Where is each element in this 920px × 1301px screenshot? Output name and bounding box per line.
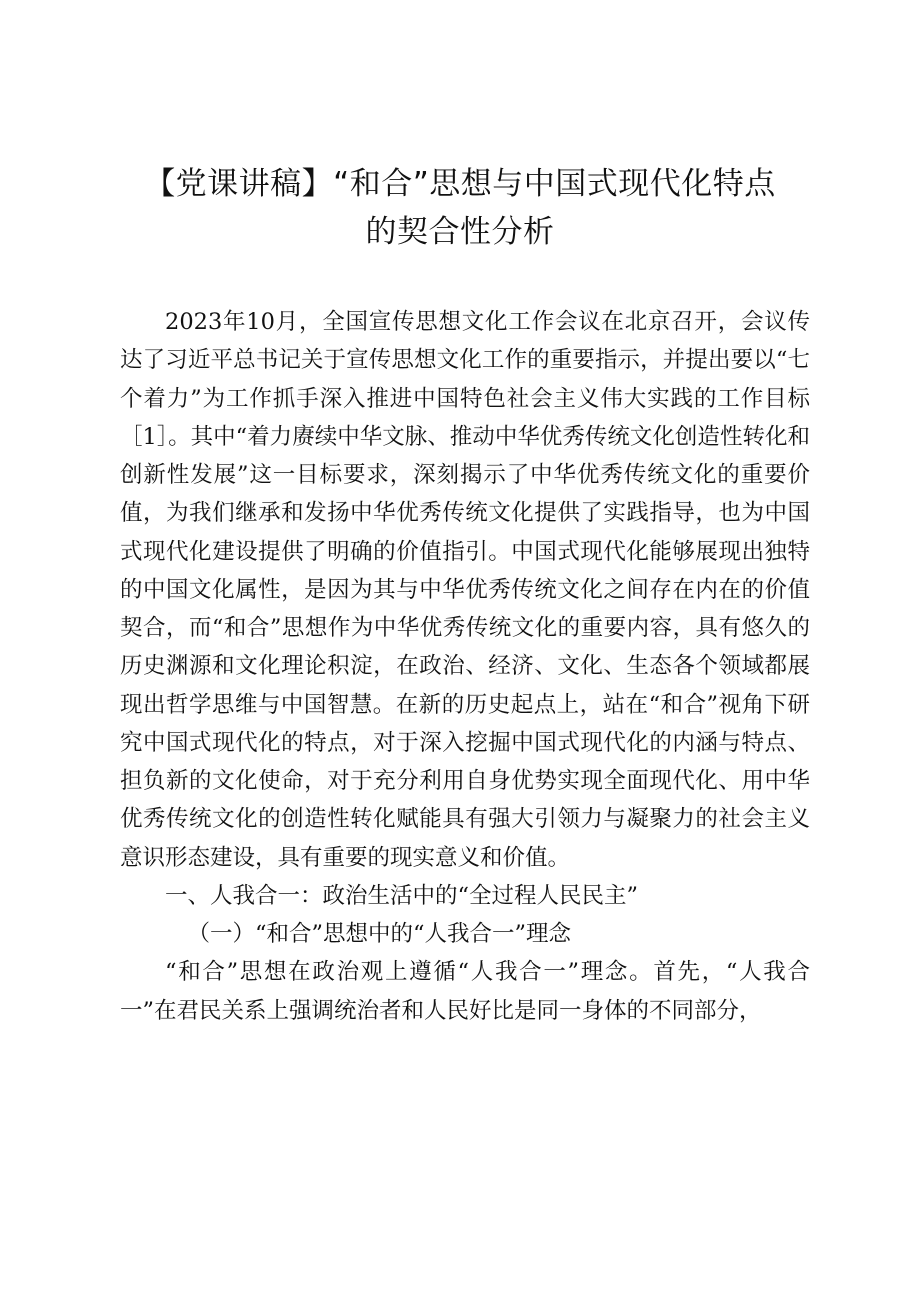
title-line-1: 【党课讲稿】“和合”思想与中国式现代化特点 bbox=[144, 166, 776, 202]
section-heading-1: 一、人我合一：政治生活中的“全过程人民民主” bbox=[165, 882, 639, 909]
document-title bbox=[100, 160, 820, 256]
intro-paragraph: 2023年10月，全国宣传思想文化工作会议在北京召开，会议传达了习近平总书记关于宣传思想文化工作的重要指示，并提出要以“七个着力”为工作抓手深入推进中国特色社会主义伟大实践的工作目标［1］。其中“着力赓续中华文脉、推动中华优秀传统文化创造性转化和创新性发展”这一目标要求，深刻揭示了中华优秀传统文化的重要价值，为我们继承和发扬中华优秀传统文化提供了实践指导，也为中国式现代化建设提供了明确的价值指引。中国式现代化能够展现出独特的中国文化属性，是因为其与中华优秀传统文化之间存在内在的价值契合，而“和合”思想作为中华优秀传统文化的重要内容，具有悠久的历史渊源和文化理论积淀，在政治、经济、文化、生态各个领域都展现出哲学思维与中国智慧。在新的历史起点上，站在“和合”视角下研究中国式现代化的特点，对于深入挖掘中国式现代化的内涵与特点、担负新的文化使命，对于充分利用自身优势实现全面现代化、用中华优秀传统文化的创造性转化赋能具有强大引领力与凝聚力的社会主义意识形态建设，具有重要的现实意义和价值。 bbox=[120, 309, 810, 871]
body-paragraph-2: “和合”思想在政治观上遵循“人我合一”理念。首先，“人我合一”在君民关系上强调统治者和人民好比是同一身体的不同部分， bbox=[120, 959, 810, 1024]
document-body bbox=[120, 303, 810, 1030]
title-line-2: 的契合性分析 bbox=[365, 214, 555, 250]
subsection-heading-1: （一）“和合”思想中的“人我合一”理念 bbox=[187, 921, 572, 947]
